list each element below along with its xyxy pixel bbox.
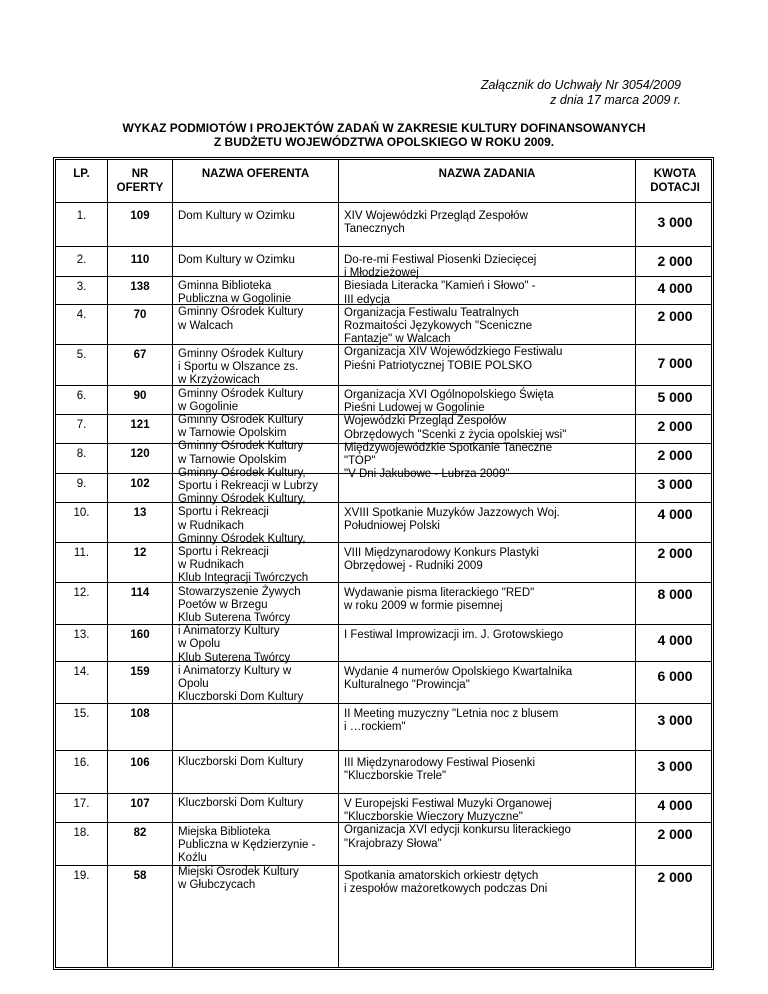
grant-amount: 6 000 — [657, 668, 693, 684]
row-offer-number: 67 — [133, 349, 147, 361]
task-name: Wydanie 4 numerów Opolskiego Kwartalnika Kulturalnego "Prowincja" — [344, 666, 573, 692]
row-lp: 18. — [73, 827, 90, 839]
row-offer-number: 58 — [133, 870, 147, 882]
applicant-name: Dom Kultury w Ozimku — [178, 210, 295, 222]
row-offer-number: 109 — [130, 210, 150, 222]
row-offer-number: 159 — [130, 666, 150, 678]
row-offer-number: 120 — [130, 448, 150, 460]
row-divider — [56, 661, 711, 662]
row-offer-number: 107 — [130, 798, 150, 810]
applicant-name: Kluczborski Dom Kultury — [178, 756, 304, 768]
grant-amount: 8 000 — [657, 586, 693, 602]
title-line-2: Z BUDŻETU WOJEWÓDZTWA OPOLSKIEGO W ROKU 2009. — [213, 135, 555, 149]
grant-amount: 5 000 — [657, 389, 693, 405]
row-lp: 13. — [73, 629, 90, 641]
row-offer-number: 108 — [130, 708, 150, 720]
row-divider — [56, 865, 711, 866]
row-divider — [56, 703, 711, 704]
grant-amount: 2 000 — [657, 253, 693, 269]
row-lp: 1. — [76, 210, 87, 222]
row-lp: 14. — [73, 666, 90, 678]
annex-line-2: z dnia 17 marca 2009 r. — [550, 93, 681, 107]
row-divider — [56, 624, 711, 625]
row-lp: 9. — [76, 478, 87, 490]
task-name: XVIII Spotkanie Muzyków Jazzowych Woj. Południowej Polski — [344, 507, 560, 533]
grant-amount: 2 000 — [657, 545, 693, 561]
applicant-name: Miejska Biblioteka Publiczna w Kędzierzynie - Koźlu Miejski Osrodek Kultury w Głubczycach — [178, 826, 316, 891]
header-lp: LP. — [73, 168, 90, 180]
grant-amount: 7 000 — [657, 355, 693, 371]
grant-amount: 3 000 — [657, 476, 693, 492]
header-amount: KWOTA DOTACJI — [650, 168, 700, 194]
row-lp: 6. — [76, 390, 87, 402]
row-offer-number: 106 — [130, 757, 150, 769]
row-divider — [56, 793, 711, 794]
grant-amount: 3 000 — [657, 758, 693, 774]
row-offer-number: 102 — [130, 478, 150, 490]
row-lp: 10. — [73, 507, 90, 519]
row-offer-number: 114 — [130, 587, 150, 599]
row-lp: 16. — [73, 757, 90, 769]
applicant-name: Kluczborski Dom Kultury — [178, 797, 304, 809]
subsidy-table — [53, 157, 714, 970]
row-offer-number: 13 — [133, 507, 147, 519]
grant-amount: 2 000 — [657, 308, 693, 324]
grant-amount: 2 000 — [657, 869, 693, 885]
grant-amount: 4 000 — [657, 506, 693, 522]
row-offer-number: 121 — [130, 419, 150, 431]
title-line-1: WYKAZ PODMIOTÓW I PROJEKTÓW ZADAŃ W ZAKRESIE KULTURY DOFINANSOWANYCH — [122, 121, 646, 135]
applicant-name: Gminna Biblioteka Publiczna w Gogolinie Gminny Ośrodek Kultury w Walcach — [178, 280, 304, 332]
grant-amount: 2 000 — [657, 447, 693, 463]
grant-amount: 4 000 — [657, 797, 693, 813]
row-divider — [56, 202, 711, 203]
applicant-name: Dom Kultury w Ozimku — [178, 254, 295, 266]
task-name: Wydawanie pisma literackiego "RED" w roku 2009 w formie pisemnej — [344, 587, 535, 613]
task-name: Do-re-mi Festiwal Piosenki Dziecięcej i Młodzieżowej Biesiada Literacka "Kamień i Słowo" - III edycja Organizacja Festiwalu Teatralnych Rozmaitości Językowych "Sceniczne Fantazje" w Walcach Organizacja XIV Wojewódzkiego Festiwalu Pieśni Patriotycznej TOBIE POLSKO — [344, 254, 563, 372]
row-lp: 12. — [73, 587, 90, 599]
task-name: VIII Międzynarodowy Konkurs Plastyki Obrzędowej - Rudniki 2009 — [344, 547, 539, 573]
task-name: Organizacja XVI Ogólnopolskiego Święta Pieśni Ludowej w Gogolinie Wojewódzki Przegląd Zespołów Obrzędowych "Scenki z życia opolskiej wsi" Międzywojewódzkie Spotkanie Taneczne "TOP" "V Dni Jakubowe - Lubrza 2009" — [344, 389, 567, 481]
task-name: Spotkania amatorskich orkiestr dętych i zespołów mażoretkowych podczas Dni — [344, 870, 548, 896]
row-offer-number: 110 — [130, 254, 150, 266]
task-name: XIV Wojewódzki Przegląd Zespołów Tanecznych — [344, 210, 528, 236]
row-lp: 19. — [73, 870, 90, 882]
col-divider — [172, 160, 173, 967]
task-name: I Festiwal Improwizacji im. J. Grotowskiego — [344, 629, 564, 641]
row-divider — [56, 542, 711, 543]
row-offer-number: 160 — [130, 629, 150, 641]
row-lp: 2. — [76, 254, 87, 266]
grant-amount: 3 000 — [657, 712, 693, 728]
grant-amount: 3 000 — [657, 214, 693, 230]
row-lp: 11. — [73, 547, 90, 559]
annex-line-1: Załącznik do Uchwały Nr 3054/2009 — [480, 78, 681, 92]
grant-amount: 4 000 — [657, 632, 693, 648]
task-name: III Międzynarodowy Festiwal Piosenki "Kluczborskie Trele" — [344, 757, 536, 783]
row-lp: 15. — [73, 708, 90, 720]
row-offer-number: 70 — [133, 309, 147, 321]
document-title — [0, 121, 768, 149]
grant-amount: 2 000 — [657, 826, 693, 842]
grant-amount: 4 000 — [657, 280, 693, 296]
row-lp: 4. — [76, 309, 87, 321]
applicant-name: Gminny Ośrodek Kultury i Sportu w Olszance zs. w Krzyżowicach Gminny Ośrodek Kultury w Gogolinie Gminny Ośrodek Kultury w Tarnowie Opolskim Gminny Ośrodek Kultury w Tarnowie Opolskim Gminny Ośrodek Kultury, Sportu i Rekreacji w Lubrzy Gminny Ośrodek Kultury, Sportu i Rekreacji w Rudnikach Gminny Ośrodek Kultury, Sportu i Rekreacji w Rudnikach Klub Integracji Twórczych Stowarzyszenie Żywych Poetów w Brzegu Klub Suterena Twórcy i Animatorzy Kultury w Opolu Klub Suterena Twórcy i Animatorzy Kultury w Opolu Kluczborski Dom Kultury — [178, 348, 318, 704]
row-lp: 8. — [76, 448, 87, 460]
row-offer-number: 90 — [133, 390, 147, 402]
task-name: II Meeting muzyczny "Letnia noc z blusem i …rockiem" — [344, 708, 559, 734]
row-divider — [56, 750, 711, 751]
row-offer-number: 82 — [133, 827, 147, 839]
row-lp: 7. — [76, 419, 87, 431]
row-lp: 3. — [76, 281, 87, 293]
row-divider — [56, 385, 711, 386]
header-applicant: NAZWA OFERENTA — [201, 168, 310, 180]
row-divider — [56, 582, 711, 583]
annex-note — [481, 78, 681, 108]
row-lp: 17. — [73, 798, 90, 810]
header-task: NAZWA ZADANIA — [438, 168, 536, 180]
row-lp: 5. — [76, 349, 87, 361]
row-divider — [56, 502, 711, 503]
row-offer-number: 138 — [130, 281, 150, 293]
col-divider — [338, 160, 339, 967]
grant-amount: 2 000 — [657, 418, 693, 434]
row-divider — [56, 246, 711, 247]
header-nr: NR OFERTY — [116, 168, 164, 194]
task-name: V Europejski Festiwal Muzyki Organowej "Kluczborskie Wieczory Muzyczne" Organizacja XVI edycji konkursu literackiego "Krajobrazy Słowa" — [344, 798, 571, 850]
row-offer-number: 12 — [133, 547, 147, 559]
